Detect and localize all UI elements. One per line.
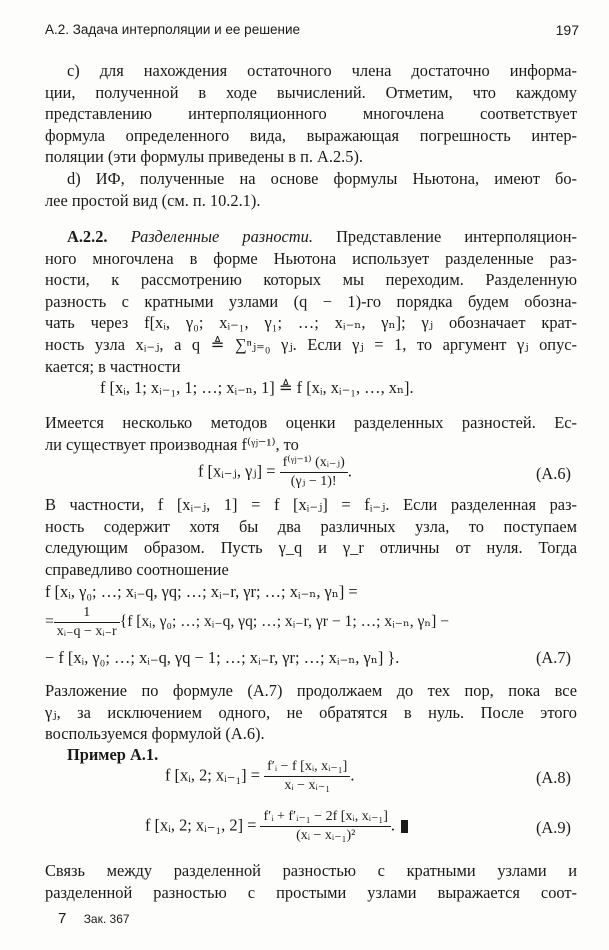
eq8-lhs: f [xᵢ, 2; xᵢ₋₁] =	[165, 765, 260, 785]
paragraph-c	[45, 60, 577, 168]
equation-number-a6: (А.6)	[535, 464, 571, 483]
text-line: ность узла xᵢ₋ⱼ, а q ≜ ∑ⁿⱼ₌₀ γⱼ. Если γⱼ = 1, то аргумент γⱼ опус-	[45, 334, 577, 354]
section-text: Представление интерполяцион-	[336, 227, 577, 246]
equation-a8	[165, 758, 354, 795]
text-line: ность содержит хотя бы два различных узла, то поступаем	[45, 516, 577, 536]
paragraph-d	[45, 168, 577, 211]
text-line: Имеется несколько методов оценки разделенных разностей. Ес-	[45, 413, 577, 432]
running-header	[45, 22, 579, 44]
text-line: следующим образом. Пусть γ_q и γ_r отличны от нуля. Тогда	[45, 538, 577, 558]
section-divided-differences	[45, 226, 577, 377]
text-line: разность с кратными узлами (q − 1)-го порядка будем обозна-	[45, 291, 577, 311]
text-line: ности, к рассмотрению которых мы переходим. Разделенную	[45, 270, 577, 290]
text-line: с) для нахождения остаточного члена достаточно информа-	[67, 61, 577, 80]
eq9-tail: .	[390, 815, 396, 835]
printing-footer	[58, 910, 130, 927]
text-line: В частности, f [xᵢ₋ⱼ, 1] = f [xᵢ₋ⱼ] = fᵢ₋ⱼ. Если разделенная раз-	[45, 495, 577, 514]
eq8-denominator: xᵢ − xᵢ₋₁	[284, 778, 331, 793]
eq9-numerator: f′ᵢ + f′ᵢ₋₁ − 2f [xᵢ, xᵢ₋₁]	[260, 808, 390, 827]
example-label: Пример А.1.	[67, 745, 159, 764]
paragraph-expansion	[45, 680, 577, 745]
text-line: представлению интерполяционного многочлена соответствует	[45, 104, 577, 124]
section-number: А.2.2.	[67, 227, 108, 246]
eq7-equals: =	[45, 613, 54, 631]
order-number: Зак. 367	[83, 912, 130, 926]
header-title: А.2. Задача интерполяции и ее решение	[45, 22, 301, 37]
eq9-denominator: (xᵢ − xᵢ₋₁)²	[296, 828, 356, 843]
eq6-denominator: (γⱼ − 1)!	[290, 474, 337, 489]
equation-a7-line3: − f [xᵢ, γ₀; …; xᵢ₋q, γq − 1; …; xᵢ₋r, γr; …; xᵢ₋ₙ, γₙ] }.	[45, 648, 400, 667]
eq7-numerator: 1	[54, 604, 120, 623]
eq8-tail: .	[350, 765, 355, 785]
text-line	[45, 226, 577, 248]
equation-a7-line2	[45, 604, 449, 641]
text-line: γⱼ, за исключением одного, не обратятся в нуль. После этого	[45, 702, 577, 722]
equation-a6: f [xᵢ₋ⱼ, γⱼ] = $\frac{\text{f⁽ᵞʲ⁻¹⁾ (xᵢ₋ⱼ)}}{\text{(γⱼ − 1)!}}$ .	[198, 455, 352, 489]
end-of-proof-icon	[401, 820, 408, 833]
text-line: чать через f[xᵢ, γ₀; xᵢ₋₁, γ₁; …; xᵢ₋ₙ, γₙ]; γⱼ обозначает крат-	[45, 313, 577, 333]
eq7-denominator: xᵢ₋q − xᵢ₋r	[56, 624, 117, 639]
signature-number: 7	[58, 910, 67, 927]
equation-a9	[145, 808, 408, 845]
equation-simple-nodes: f [xᵢ, 1; xᵢ₋₁, 1; …; xᵢ₋ₙ, 1] ≜ f [xᵢ, xᵢ₋₁, …, xₙ].	[100, 378, 414, 397]
equation-a7-line1: f [xᵢ, γ₀; …; xᵢ₋q, γq; …; xᵢ₋r, γr; …; xᵢ₋ₙ, γₙ] =	[45, 582, 358, 601]
paragraph-derivative	[45, 412, 577, 455]
text-line: ции, полученной в ходе вычислений. Отметим, что каждому	[45, 82, 577, 102]
eq6-lhs: f [xᵢ₋ⱼ, γⱼ] =	[198, 461, 276, 481]
text-line: формула определенного вида, выражающая погрешность интер-	[45, 125, 577, 145]
eq9-fraction	[260, 808, 390, 845]
equation-number-a8: (А.8)	[535, 768, 571, 787]
text-line: справедливо соотношение	[45, 559, 229, 579]
text-line: разделенной разностью с простыми узлами выражается соот-	[45, 882, 577, 902]
text-line: ли существует производная f⁽ᵞʲ⁻¹⁾, то	[45, 434, 299, 454]
text-line: лее простой вид (см. п. 10.2.1).	[45, 190, 261, 210]
text-line: кается; в частности	[45, 356, 181, 376]
text-line: ного многочлена в форме Ньютона использует разделенные раз-	[45, 248, 577, 268]
text-line: Разложение по формуле (А.7) продолжаем до тех пор, пока все	[45, 681, 577, 700]
text-line: Связь между разделенной разностью с кратными узлами и	[45, 861, 577, 880]
text-line: поляции (эти формулы приведены в п. А.2.5).	[45, 147, 364, 167]
eq7-rest: {f [xᵢ, γ₀; …; xᵢ₋q, γq; …; xᵢ₋r, γr − 1; …; xᵢ₋ₙ, γₙ] −	[119, 613, 450, 631]
paragraph-relation	[45, 860, 577, 903]
text-line: воспользуемся формулой (А.6).	[45, 724, 265, 744]
equation-number-a9: (А.9)	[535, 818, 571, 837]
eq8-numerator: f′ᵢ − f [xᵢ, xᵢ₋₁]	[264, 758, 350, 777]
text-line: d) ИФ, полученные на основе формулы Ньютона, имеют бо-	[67, 169, 577, 188]
eq6-fraction	[280, 454, 348, 491]
eq8-fraction	[264, 758, 350, 795]
page-number: 197	[555, 22, 579, 38]
eq6-numerator: f⁽ᵞʲ⁻¹⁾ (xᵢ₋ⱼ)	[280, 454, 348, 473]
eq9-lhs: f [xᵢ, 2; xᵢ₋₁, 2] =	[145, 815, 257, 835]
eq7-fraction	[54, 604, 120, 641]
section-title: Разделенные разности.	[130, 227, 313, 246]
paragraph-particular	[45, 494, 577, 580]
equation-number-a7: (А.7)	[535, 648, 571, 667]
